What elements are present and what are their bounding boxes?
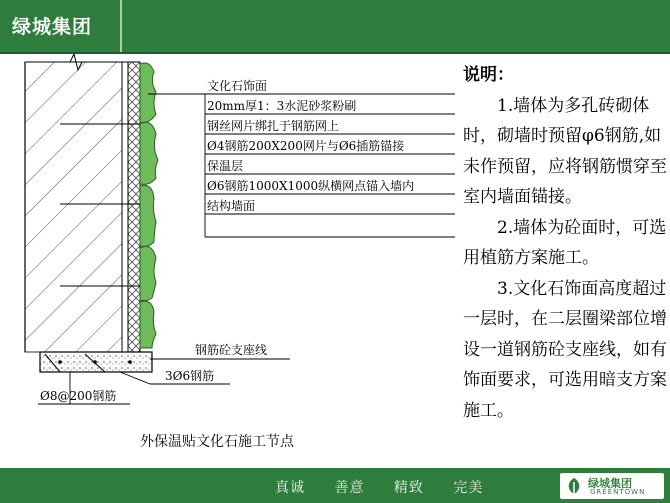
- mortar-layer: [122, 62, 128, 352]
- cultural-stone-facing: [140, 63, 158, 348]
- label-insulation: 保温层: [207, 159, 244, 173]
- header-bar: [0, 0, 670, 54]
- construction-detail-drawing: [0, 54, 460, 474]
- slogan-3: 精致: [393, 480, 424, 496]
- greentown-logo: [560, 473, 664, 499]
- slogan-4: 完美: [453, 480, 484, 496]
- structural-wall: [25, 62, 122, 352]
- brand-title: 绿城集团: [12, 16, 93, 38]
- label-structural-wall: 结构墙面: [207, 199, 256, 213]
- label-mesh-anchor: Ø4钢筋200X200网片与Ø6插筋锚接: [207, 139, 405, 153]
- rebar-dot: [128, 360, 132, 364]
- description-item-3: 3.文化石饰面高度超过一层时，在二层圈梁部位增设一道钢筋砼支座线，如有饰面要求，可选用暗支方案施工。: [463, 278, 667, 421]
- label-anchor-grid: Ø6钢筋1000X1000纵横网点锚入墙内: [207, 179, 415, 193]
- slogan-1: 真诚: [275, 480, 305, 496]
- label-stone-facing: 文化石饰面: [207, 79, 268, 93]
- description-title: 说明：: [463, 65, 514, 85]
- rebar-dot: [93, 360, 97, 364]
- label-mortar: 20mm厚1：3水泥砂浆粉刷: [207, 99, 357, 113]
- description-item-1: 1.墙体为多孔砖砌体时，砌墙时预留φ6钢筋,如未作预留，应将钢筋惯穿至室内墙面锚接。: [463, 95, 667, 207]
- logo-text-cn: 绿城集团: [588, 477, 632, 490]
- description-item-2: 2.墙体为砼面时，可选用植筋方案施工。: [463, 217, 667, 268]
- rebar-dot: [58, 360, 62, 364]
- logo-text-en: GREENTOWN: [590, 488, 646, 496]
- label-stirrup: Ø8@200钢筋: [40, 389, 117, 403]
- header-divider: [120, 0, 122, 52]
- description-panel: [463, 60, 668, 426]
- slogan-row: [275, 477, 507, 497]
- label-wire-mesh: 钢丝网片绑扎于钢筋网上: [207, 119, 340, 133]
- drawing-caption: 外保温贴文化石施工节点: [140, 434, 294, 450]
- label-rebar: 3Ø6钢筋: [165, 369, 215, 383]
- label-support-bracket: 钢筋砼支座线: [195, 343, 268, 357]
- slogan-2: 善意: [334, 480, 365, 496]
- leaf-logo-icon: [564, 476, 584, 496]
- footer-bar: [0, 468, 670, 503]
- insulation-layer: [128, 62, 140, 352]
